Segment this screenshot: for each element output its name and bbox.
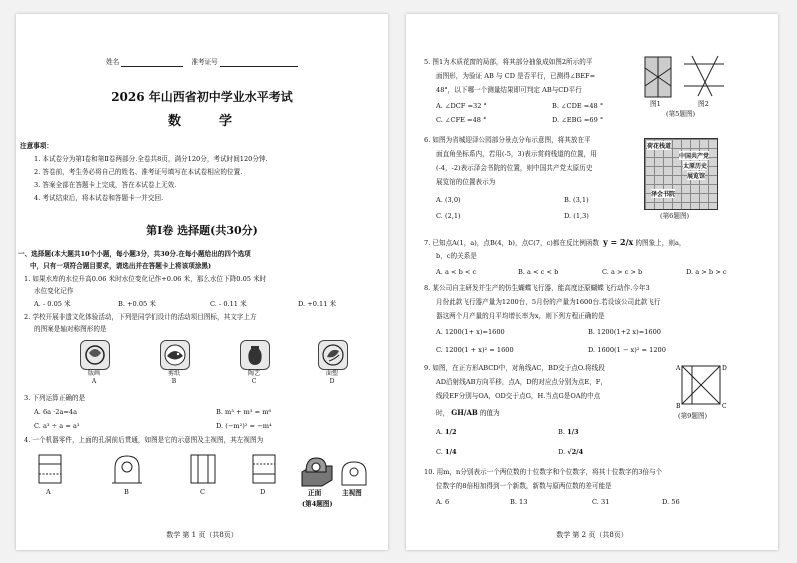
q1-stem-2: 水位变化记作 — [34, 287, 74, 295]
note-1: 1. 本试卷分为第Ⅰ卷和第Ⅱ卷两部分.全卷共8页，满分120分，考试时间120分钟. — [34, 155, 268, 163]
name-blank — [121, 58, 183, 67]
q7-option-d: D. a > b > c — [686, 268, 727, 276]
paper-cut-fish-icon — [160, 340, 190, 370]
q3-option-c: C. a³ ÷ a = a³ — [34, 422, 80, 430]
q5-option-b: B. ∠CDE =48 ° — [552, 102, 604, 110]
q5-line-3: 48°，以下哪一个测量结果即可判定 AB与CD平行 — [436, 86, 582, 94]
q9-option-c-letter: C. — [436, 448, 443, 456]
map-label-party-3: 展览馆 — [687, 173, 706, 180]
map-label-zehui-academy: 泽会书院 — [651, 191, 676, 198]
q4-option-c-view — [190, 454, 216, 484]
q9-line-3: 线段EF分别与OA，OD交于点G，H.当点G是OA的中点 — [436, 392, 601, 400]
pottery-vase-icon — [240, 340, 270, 370]
exam-no-label: 准考证号 — [191, 58, 218, 66]
q9-option-d-letter: D. — [558, 448, 566, 456]
section-instruction-1: 一、选择题(本大题共10个小题，每小题3分，共30分.在每小题给出的四个选项 — [18, 250, 251, 258]
q2-icon-b-caption: 剪纸 — [167, 370, 180, 377]
note-3: 3. 答案全部在答题卡上完成，答在本试卷上无效. — [34, 181, 177, 189]
q5-option-c: C. ∠CFE =48 ° — [436, 116, 487, 124]
map-label-lotus-walkway: 荷花栈道 — [647, 143, 672, 150]
q9-line-1: 9. 如图，在正方形ABCD中，对角线AC，BD交于点O.将线段 — [424, 364, 605, 372]
q2-stem-2: 的图案是轴对称图形的是 — [34, 325, 107, 333]
q6-option-b: B. (3,1) — [564, 196, 589, 204]
q1-stem-1: 1. 如果水库的水位升高0.06 米时水位变化记作+0.06 米，那么水位下降0.05 米时 — [24, 275, 267, 283]
q6-park-map — [644, 138, 718, 210]
note-2: 2. 答卷前，考生务必将自己的姓名、准考证号填写在本试卷相应的位置. — [34, 168, 243, 176]
notes-title: 注意事项： — [20, 142, 53, 150]
machine-part-3d-icon — [298, 452, 338, 488]
q6-figure-caption: (第6题图) — [660, 212, 690, 220]
q4-option-d-view — [252, 454, 276, 484]
q8-option-a: A. 1200(1+ x)=1600 — [436, 328, 505, 336]
q9-option-b-letter: B. — [558, 428, 565, 436]
svg-text:A: A — [676, 365, 681, 372]
q5-line-2: 面图形，为验证 AB 与 CD 是否平行，已测得∠BEF= — [436, 72, 596, 80]
q6-option-a: A. (3,0) — [436, 196, 461, 204]
q2-icon-c-letter: C — [251, 378, 257, 385]
q6-option-c: C. (2,1) — [436, 212, 461, 220]
q5-option-a: A. ∠DCF =32 ° — [436, 102, 487, 110]
subject-title: 数 学 — [167, 114, 237, 129]
q6-line-2: 面直角坐标系内，若用(-5，3)表示赏荷栈道的位置，用 — [436, 150, 597, 158]
q3-option-d: D. (−m²)² = −m⁴ — [216, 422, 272, 430]
q2-icon-d-caption: 面塑 — [325, 370, 338, 377]
q7-option-c: C. a > c > b — [602, 268, 643, 276]
q10-line-2: 位数字的8倍相加得到一个新数，新数与原两位数的差可能是 — [436, 482, 612, 490]
q5-figure-1-window — [644, 56, 672, 98]
page-1-footer: 数学 第 1 页（共8页） — [166, 531, 238, 539]
q8-option-d: D. 1600(1 − x)² = 1200 — [588, 346, 666, 354]
q9-option-a-letter: A. — [436, 428, 443, 436]
q4-letter-d: D — [260, 488, 266, 496]
note-4: 4. 考试结束后，将本试卷和答题卡一并交回. — [34, 194, 164, 202]
q5-figure-2-lines — [682, 54, 726, 98]
q3-option-b: B. m³ + m³ = m⁶ — [216, 408, 272, 416]
woodblock-print-icon — [80, 340, 110, 370]
q4-option-b-view — [112, 454, 142, 484]
q6-line-1: 6. 如图为省城迎泽公园部分景点分布示意图，将其放在平 — [424, 136, 591, 144]
q3-stem: 3. 下列运算正确的是 — [24, 394, 86, 402]
q5-figure-caption: (第5题图) — [666, 110, 696, 118]
q6-option-d: D. (1,3) — [564, 212, 589, 220]
q9-option-a-value: 1/2 — [444, 428, 457, 436]
q4-figure-caption: (第4题图) — [302, 500, 333, 508]
section-instruction-2: 中，只有一项符合题目要求，请选出并在答题卡上将该项涂黑) — [30, 262, 212, 270]
svg-text:B: B — [676, 403, 681, 410]
q4-option-a-view — [38, 454, 62, 484]
section-title: 第Ⅰ卷 选择题(共30分) — [146, 224, 258, 237]
q10-option-b: B. 13 — [510, 498, 528, 506]
svg-text:D: D — [722, 365, 727, 372]
q5-fig1-label: 图1 — [650, 100, 661, 108]
q8-line-2: 月份此款飞行器产量为1200台，5月份的产量为1600台.若设该公司此款飞行 — [436, 298, 661, 306]
q1-option-a: A. - 0.05 米 — [34, 300, 71, 308]
q5-fig2-label: 图2 — [698, 100, 709, 108]
exam-page-1 — [16, 14, 388, 550]
q7-stem-1 — [424, 238, 686, 248]
q1-option-c: C. - 0.11 米 — [210, 300, 247, 308]
q9-option-d — [558, 448, 583, 457]
q9-ratio: GH/AB — [451, 408, 478, 417]
q3-option-a: A. 6a ·2a=4a — [34, 408, 78, 416]
q10-option-a: A. 6 — [436, 498, 450, 506]
q4-letter-b: B — [124, 488, 129, 496]
q7-option-a: A. a < b < c — [436, 268, 477, 276]
exam-page-2 — [406, 14, 778, 550]
q8-option-b: B. 1200(1+2 x)=1600 — [588, 328, 661, 336]
q4-main-view — [340, 460, 368, 486]
header-row — [106, 58, 298, 67]
q8-option-c: C. 1200(1 + x)² = 1600 — [436, 346, 514, 354]
q9-option-a — [436, 428, 457, 437]
q2-icon-b-letter: B — [171, 378, 177, 385]
q1-option-b: B. +0.05 米 — [118, 300, 156, 308]
q8-line-1: 8. 某公司自主研发并生产的仿生蝴蝶飞行器，能高度还原蝴蝶飞行动作.今年3 — [424, 284, 650, 292]
q9-option-c-value: 1/4 — [445, 448, 457, 456]
q9-option-d-value: √2/4 — [567, 448, 584, 456]
map-label-party-1: 中国共产党 — [679, 153, 710, 160]
q9-line-4-text: 时， — [436, 409, 450, 417]
q9-option-b-value: 1/3 — [567, 428, 579, 436]
name-label: 姓名 — [106, 58, 120, 66]
q10-option-d: D. 56 — [662, 498, 680, 506]
page-2-footer: 数学 第 2 页（共8页） — [556, 531, 628, 539]
q6-line-4: 展览馆的位置表示为 — [436, 178, 496, 186]
q9-option-b — [558, 428, 579, 437]
q4-letter-a: A — [46, 488, 51, 496]
q2-icon-c-caption: 陶艺 — [247, 370, 260, 377]
q2-icon-d-letter: D — [329, 378, 335, 385]
q10-option-c: C. 31 — [592, 498, 610, 506]
q7-function: y = 2/x — [603, 237, 634, 247]
dough-figure-icon — [318, 340, 348, 370]
q7-stem-1-text: 7. 已知点A(1，a)，点B(4，b)，点C(7，c)都在反比例函数 — [424, 239, 599, 247]
q8-line-3: 器这两个月产量的月平均增长率为x，则下列方程正确的是 — [436, 312, 605, 320]
q4-stem: 4. 一个机器零件，上面的孔洞前后贯通，如图是它的示意图及主视图，其左视图为 — [24, 436, 264, 444]
q7-option-b: B. a < c < b — [518, 268, 559, 276]
q7-stem-3: b，c的关系是 — [436, 252, 477, 260]
map-label-party-2: 太原历史 — [683, 163, 708, 170]
q9-square-figure — [676, 362, 726, 408]
q9-ratio-suffix: 的值为 — [479, 409, 500, 417]
q9-option-c — [436, 448, 457, 457]
q6-line-3: (-4，-2)表示泽会书院的位置，则中国共产党太原历史 — [436, 164, 593, 172]
q5-line-1: 5. 图1为木质花窗的局部，将其部分抽象成如图2所示的平 — [424, 58, 593, 66]
exam-title: 2026 年山西省初中学业水平考试 — [111, 90, 293, 104]
q4-letter-c: C — [200, 488, 206, 496]
q4-front-label: 正面 — [308, 489, 322, 497]
exam-no-blank — [220, 58, 298, 67]
q9-figure-caption: (第9题图) — [678, 412, 708, 420]
q5-option-d: D. ∠EBG =69 ° — [552, 116, 604, 124]
q9-line-4 — [436, 408, 500, 418]
q4-main-view-label: 主视图 — [342, 489, 362, 497]
q2-stem-1: 2. 学校开展非遗文化体验活动，下列是同学们设计的活动项目图标，其文字上方 — [24, 313, 257, 321]
q2-icon-a-letter: A — [91, 378, 97, 385]
q1-option-d: D. +0.11 米 — [298, 300, 337, 308]
q9-line-2: AD沿射线AB方向平移，点A，D的对应点分别为点E，F， — [436, 378, 607, 386]
q2-icon-a-caption: 版画 — [87, 370, 100, 377]
q10-line-1: 10. 用m，n分别表示一个两位数的十位数字和个位数字，将其十位数字的3倍与个 — [424, 468, 663, 476]
svg-text:C: C — [722, 403, 727, 410]
q7-stem-2-text: 的图象上，则a， — [635, 239, 686, 247]
